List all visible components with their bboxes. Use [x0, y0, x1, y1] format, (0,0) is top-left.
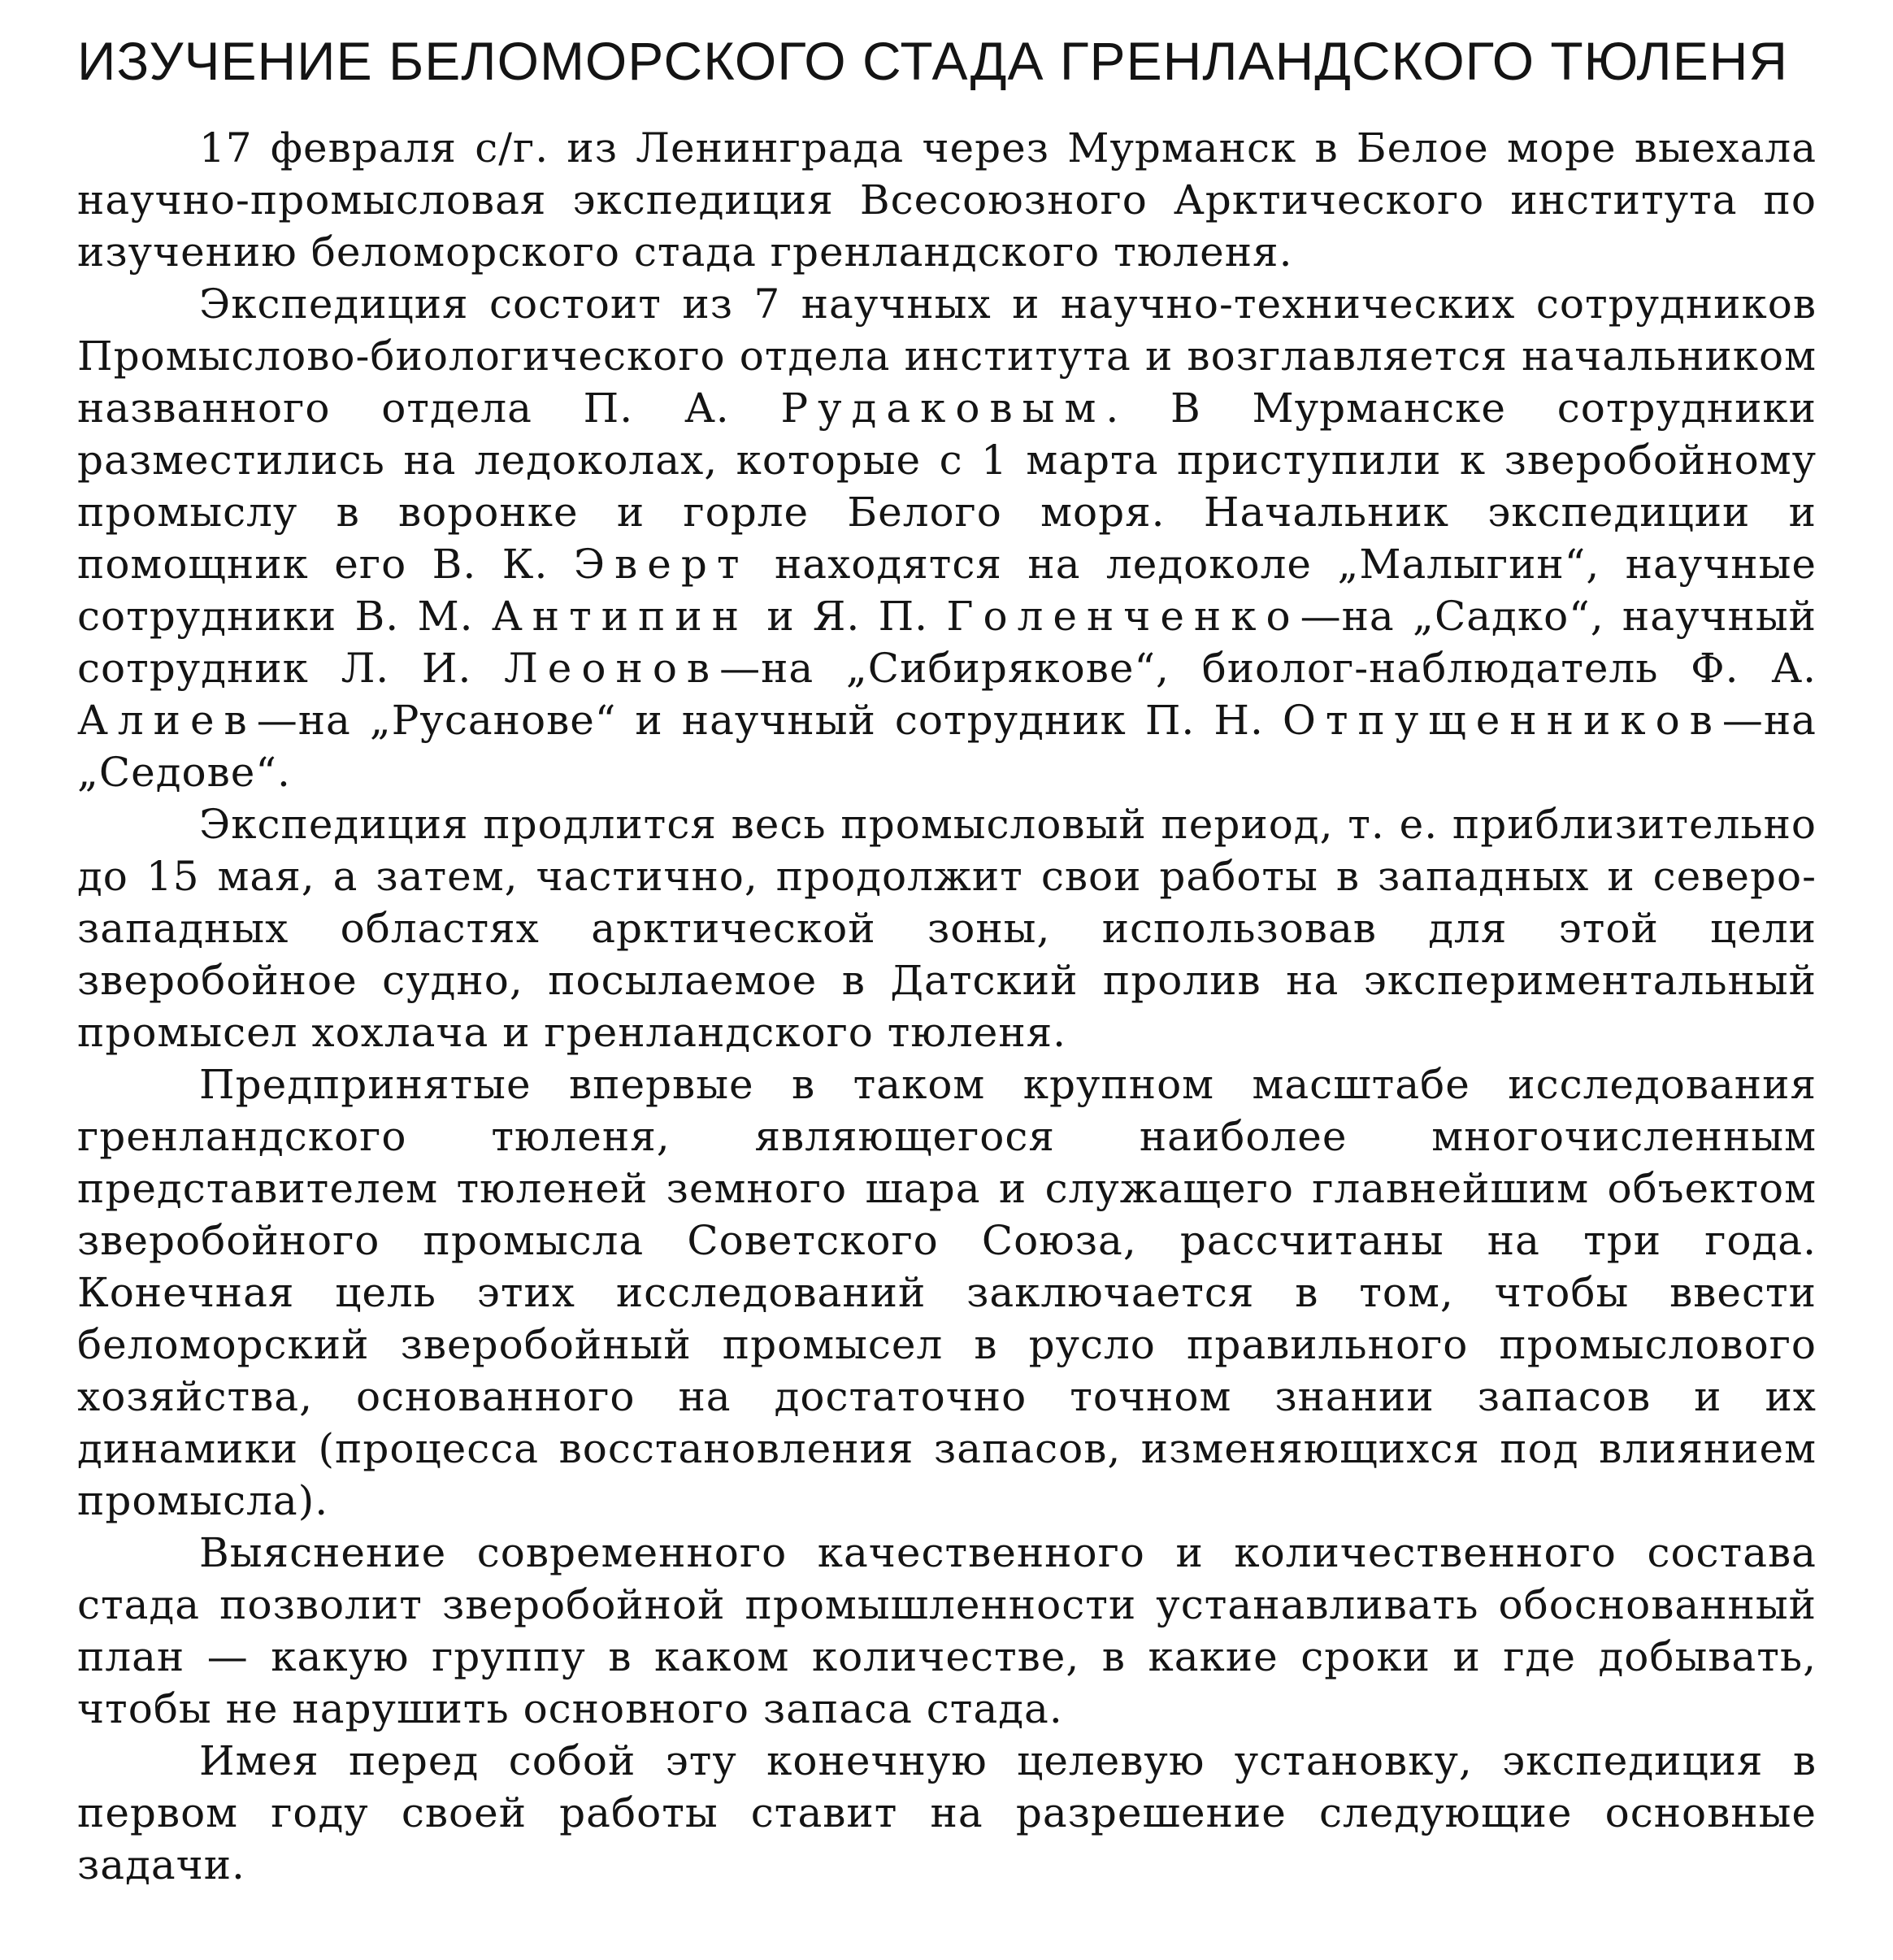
paragraph-staff: [77, 278, 1817, 798]
paragraph-duration: Экспедиция продлится весь промысловый период, т. е. приблизительно до 15 мая, а затем, частично, продолжит свои работы в западных и северо-западных областях арктической зоны, использовав для этой цели зверобойное судно, посылаемое в Датский пролив на экспериментальный промысел хохлача и гренландского тюленя.: [77, 800, 1817, 1056]
person-name: Алиев: [77, 696, 257, 744]
text-segment: Экспедиция состоит из 7 научных и научно-технических сотрудников Промыслово-биологического отдела института и возглавляется начальником названного отдела П. А.: [77, 280, 1817, 432]
text-segment: —на „Садко“, научный сотрудник Л. И.: [77, 592, 1817, 692]
text-segment: —на „Сибирякове“, биолог-наблюдатель Ф. А.: [719, 644, 1817, 692]
text-segment: находятся на ледоколе „Малыгин“, научные сотрудники В. М.: [77, 540, 1817, 640]
paragraph-goals: Предпринятые впервые в таком крупном масштабе исследования гренландского тюленя, являющегося наиболее многочисленным представителем тюленей земного шара и служащего главнейшим объектом зверобойного промысла Советского Союза, рассчитаны на три года. Конечная цель этих исследований заключается в том, чтобы ввести беломорский зверобойный промысел в русло правильного промыслового хозяйства, основанного на достаточно точном знании запасов и их динамики (процесса восстановления запасов, изменяющихся под влиянием промысла).: [77, 1060, 1817, 1524]
text-segment: и Я. П.: [749, 592, 947, 640]
paragraph-composition: Выяснение современного качественного и количественного состава стада позволит зверобойной промышленности устанавливать обоснованный план — какую группу в каком количестве, в какие сроки и где добывать, чтобы не нарушить основного запаса стада.: [77, 1528, 1817, 1732]
text-segment: —на „Русанове“ и научный сотрудник П. Н.: [256, 696, 1283, 744]
person-name: Рудаковым: [780, 384, 1106, 432]
article-title: ИЗУЧЕНИЕ БЕЛОМОРСКОГО СТАДА ГРЕНЛАНДСКОГО ТЮЛЕНЯ: [77, 31, 1789, 91]
text-segment: . В Мурманске сотрудники разместились на ледоколах, которые с 1 марта приступили к зверобойному промыслу в воронке и горле Белого моря. Начальник экспедиции и помощник его В. К.: [77, 384, 1817, 588]
text-segment: —на „Седове“.: [77, 696, 1817, 796]
person-name: Антипин: [491, 592, 749, 640]
paragraph-tasks: Имея перед собой эту конечную целевую установку, экспедиция в первом году своей работы ставит на разрешение следующие основные задачи.: [77, 1736, 1817, 1888]
person-name: Голенченко: [946, 592, 1300, 640]
paragraph-departure: 17 февраля с/г. из Ленинграда через Мурманск в Белое море выехала научно-промысловая экспедиция Всесоюзного Арктического института по изучению беломорского стада гренландского тюленя.: [77, 124, 1817, 276]
person-name: Леонов: [504, 644, 720, 692]
person-name: Эверт: [573, 540, 749, 588]
person-name: Отпущенников: [1282, 696, 1722, 744]
article: [77, 31, 1817, 1891]
